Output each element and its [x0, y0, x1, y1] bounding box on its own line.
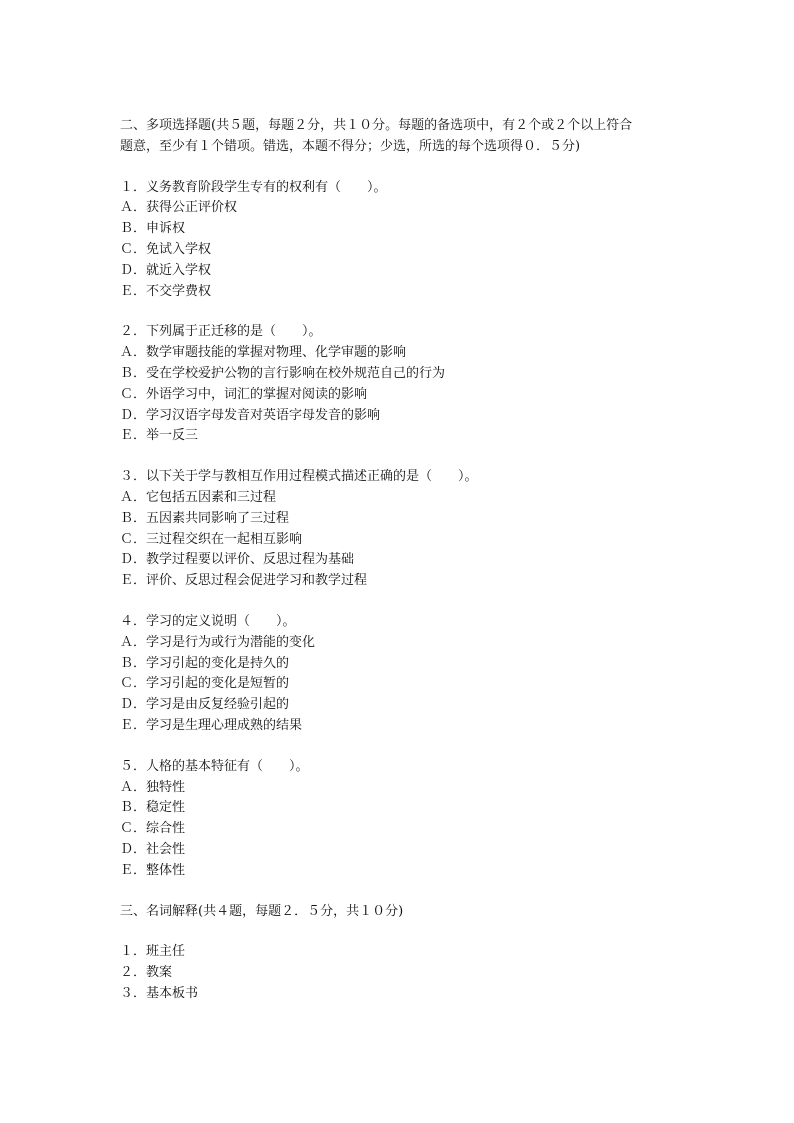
option-d: Ｄ．就近入学权 [120, 262, 212, 278]
option-b: Ｂ．学习引起的变化是持久的 [120, 655, 290, 671]
option-d: Ｄ．教学过程要以评价、反思过程为基础 [120, 552, 355, 568]
option-c: Ｃ．综合性 [120, 821, 186, 837]
section-2-heading-line-2: 题意，至少有１个错项。错选，本题不得分；少选，所选的每个选项得０．５分) [120, 138, 581, 154]
option-c: Ｃ．外语学习中，词汇的掌握对阅读的影响 [120, 386, 368, 402]
option-a: Ａ．数学审题技能的掌握对物理、化学审题的影响 [120, 345, 407, 361]
section-3 [120, 902, 680, 1005]
option-d: Ｄ．学习是由反复经验引起的 [120, 697, 290, 713]
question-stem: ３．以下关于学与教相互作用过程模式描述正确的是（ ）。 [120, 469, 478, 485]
option-c: Ｃ．三过程交织在一起相互影响 [120, 531, 303, 547]
term-item: ３．基本板书 [120, 985, 199, 1001]
option-b: Ｂ．申诉权 [120, 221, 186, 237]
term-item: ２．教案 [120, 965, 173, 981]
section-2-heading-line-1: 二、多项选择题(共５题，每题２分，共１０分。每题的备选项中，有２个或２个以上符合 [120, 118, 633, 133]
option-b: Ｂ．稳定性 [120, 800, 186, 816]
question-3 [120, 467, 680, 592]
question-stem: ４．学习的定义说明（ ）。 [120, 613, 296, 629]
option-d: Ｄ．社会性 [120, 841, 186, 857]
option-a: Ａ．学习是行为或行为潜能的变化 [120, 634, 316, 650]
option-b: Ｂ．受在学校爱护公物的言行影响在校外规范自己的行为 [120, 365, 446, 381]
question-4 [120, 612, 680, 737]
question-2 [120, 322, 680, 447]
term-item: １．班主任 [120, 944, 186, 960]
option-a: Ａ．独特性 [120, 779, 186, 795]
option-c: Ｃ．学习引起的变化是短暂的 [120, 676, 290, 692]
option-e: Ｅ．整体性 [120, 862, 186, 878]
option-e: Ｅ．学习是生理心理成熟的结果 [120, 717, 303, 733]
option-b: Ｂ．五因素共同影响了三过程 [120, 510, 290, 526]
option-e: Ｅ．评价、反思过程会促进学习和教学过程 [120, 573, 368, 589]
term-list [120, 942, 680, 1004]
option-a: Ａ．获得公正评价权 [120, 200, 238, 216]
question-5 [120, 757, 680, 882]
option-a: Ａ．它包括五因素和三过程 [120, 489, 277, 505]
question-1 [120, 178, 680, 303]
section-2 [120, 116, 680, 882]
exam-document [120, 116, 680, 1005]
option-e: Ｅ．举一反三 [120, 428, 199, 444]
option-e: Ｅ．不交学费权 [120, 283, 212, 299]
option-c: Ｃ．免试入学权 [120, 241, 212, 257]
option-d: Ｄ．学习汉语字母发音对英语字母发音的影响 [120, 407, 381, 423]
section-3-heading: 三、名词解释(共４题，每题２．５分，共１０分) [120, 903, 404, 919]
section-2-heading [120, 116, 680, 158]
question-stem: ５．人格的基本特征有（ ）。 [120, 758, 309, 774]
question-stem: ２．下列属于正迁移的是（ ）。 [120, 324, 322, 340]
question-stem: １．义务教育阶段学生专有的权利有（ ）。 [120, 179, 387, 195]
